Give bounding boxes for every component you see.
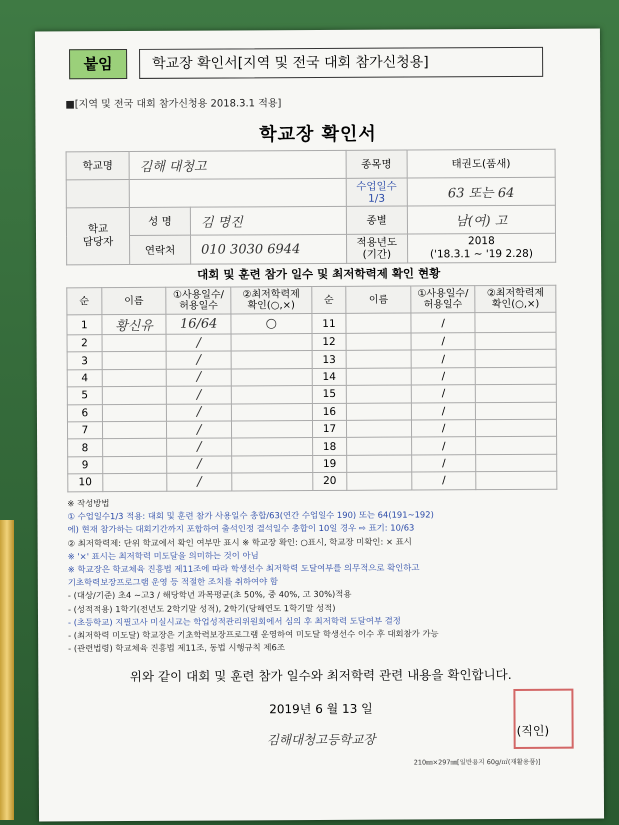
row-name [347,472,412,490]
event-value: 태권도(품새) [407,149,555,178]
row-name [102,386,167,404]
row-no: 15 [312,386,347,404]
row-no: 11 [311,313,346,333]
col-grade: ②최저학력제 확인(○,×) [231,287,312,314]
row-name [347,403,412,421]
row-name [102,456,167,474]
row-name [102,352,167,370]
row-grade [476,402,557,420]
row-name [347,368,412,386]
attachment-tag: 붙임 [69,49,127,79]
row-days: / [167,438,232,456]
row-grade [476,471,557,489]
col-grade-2: ②최저학력제 확인(○,×) [475,285,556,312]
note-line: - (성적적용) 1학기(전년도 2학기말 성적), 2학기(당해연도 1학기말 성적) [67,602,336,614]
row-days: 16/64 [166,314,231,334]
note-line: - (초등학교) 지필고사 미실시교는 학업성적관리위원회에서 심의 후 최저학력 도달여부 결정 [68,615,401,628]
header-title: 학교장 확인서[지역 및 전국 대회 참가신청용] [139,47,543,79]
row-grade [476,384,557,402]
row-days: / [167,456,232,474]
row-grade [231,368,312,386]
gold-frame-edge [0,520,14,820]
row-grade [232,455,313,473]
row-grade [232,438,313,456]
school-value: 김해 대청고 [129,150,346,179]
row-days: / [411,333,476,351]
official-seal [513,689,573,749]
date-text: 2019년 6 월 13 일 [269,701,373,717]
note-line: - (관련법령) 학교체육 진흥법 제11조, 동법 시행규칙 제6조 [68,642,285,654]
year-label: 적용년도 (기간) [346,234,407,263]
row-grade [231,386,312,404]
row-days: / [412,472,477,490]
row-no: 14 [312,368,347,386]
row-name [103,473,168,491]
note-line: ※ '×' 표시는 최저학력 미도달을 의미하는 것이 아님 [67,550,259,562]
event-label: 종목명 [346,150,407,178]
row-name [102,404,167,422]
row-grade [476,437,557,455]
note-line: ※ 학교장은 학교체육 진흥법 제11조에 따라 학생선수 최저학력 도달여부를 의무적으로 확인하고 [67,562,420,575]
row-no: 18 [312,438,347,456]
row-days: / [411,402,476,420]
row-days: / [167,404,232,422]
col-days-2: ①사용일수/ 허용일수 [411,286,476,313]
row-no: 7 [67,422,102,440]
note-line: - (최저학력 미도달) 학교장은 기초학력보장프로그램 운영하여 미도달 학생선수 이수 후 대회참가 가능 [68,628,439,641]
year-period: ('18.3.1 ~ '19 2.28) [429,247,533,261]
notes-heading: ※ 작성방법 [67,498,110,509]
name-value: 김 명진 [190,206,346,235]
row-grade [476,454,557,472]
school-signature: 김해대청고등학교장 [266,731,376,748]
staff-label: 학교 담당자 [66,207,129,264]
row-days: / [411,420,476,438]
row-days: / [166,351,231,369]
row-days: / [411,350,476,368]
row-name [346,350,411,368]
info-table [66,149,557,266]
table-row [67,312,556,335]
row-no: 19 [312,455,347,473]
row-days: / [411,437,476,455]
row-grade [232,473,313,491]
row-name [346,313,411,333]
row-grade [232,420,313,438]
row-no: 1 [67,315,102,335]
row-name [347,385,412,403]
table-body [67,312,557,491]
year-value: 2018 [467,235,495,248]
row-no: 8 [68,439,103,457]
school-label: 학교명 [66,151,129,179]
row-name [102,421,167,439]
document-title: 학교장 확인서 [259,123,377,146]
row-no: 4 [67,369,102,387]
header-row [69,47,549,80]
row-no: 9 [68,456,103,474]
footer-note: 210㎜×297㎜[일반용지 60g/㎡(재활용품)] [413,757,541,767]
row-days: / [411,385,476,403]
row-days: / [166,334,231,352]
row-no: 6 [67,404,102,422]
row-name [102,439,167,457]
gender-value: 남(여) 고 [407,205,555,234]
row-no: 12 [312,333,347,351]
row-no: 20 [312,472,347,490]
row-grade: ○ [231,314,312,334]
participation-table [66,285,557,492]
row-name [347,420,412,438]
subtitle: ■[지역 및 전국 대회 참가신청용 2018.3.1 적용] [65,98,282,111]
row-grade [231,403,312,421]
row-no: 2 [67,335,102,353]
col-no-2: 순 [311,286,346,313]
row-name [102,369,167,387]
seal-label: (직인) [516,723,550,738]
notes [67,495,568,656]
name-label: 성 명 [129,207,190,235]
row-no: 16 [312,403,347,421]
note-line: - (대상/기준) 초4 ~고3 / 해당학년 과목평균(초 50%, 중 40%, 고 30%)적용 [67,589,352,601]
row-no: 3 [67,352,102,370]
row-name: 황신유 [102,314,167,334]
note-line: 에) 현재 참가하는 대회기간까지 포함하여 출석인정 결석일수 총합이 10일 경우 ⇨ 표기: 10/63 [67,522,415,535]
col-name: 이름 [102,287,167,314]
row-no: 5 [67,387,102,405]
contact-value: 010 3030 6944 [191,234,347,264]
row-name [102,334,167,352]
row-grade [476,350,557,368]
row-name [346,333,411,351]
row-grade [475,332,556,350]
row-days: / [167,369,232,387]
contact-label: 연락처 [130,235,191,264]
row-no: 10 [68,474,103,492]
confirm-text: 위와 같이 대회 및 훈련 참가 일수와 최저학력 관련 내용을 확인합니다. [129,666,512,684]
row-no: 13 [312,351,347,369]
note-line: ② 최저학력제: 단위 학교에서 확인 여부만 표시 ※ 학교장 확인: ○표시, 학교장 미확인: × 표시 [67,536,412,548]
note-line: 기초학력보장프로그램 운영 등 적절한 조치를 취하여야 함 [67,576,278,588]
row-days: / [411,313,476,333]
col-no: 순 [67,288,102,315]
year-cell [407,233,555,263]
row-days: / [411,367,476,385]
row-name [347,437,412,455]
row-days: / [412,454,477,472]
days-label: 수업일수 1/3 [346,178,407,206]
row-no: 17 [312,420,347,438]
section-title: 대회 및 훈련 참가 일수 및 최저학력제 확인 현황 [197,266,441,282]
row-name [347,455,412,473]
gender-label: 종별 [346,206,407,234]
row-days: / [167,421,232,439]
col-name-2: 이름 [346,286,411,313]
row-grade [476,367,557,385]
table-row [68,471,557,491]
document-paper [35,29,604,822]
days-value: 63 또는 64 [407,177,555,206]
row-days: / [167,473,232,491]
row-grade [231,334,312,352]
col-days: ①사용일수/ 허용일수 [166,287,231,314]
note-line: ① 수업일수1/3 적용: 대회 및 훈련 참가 사용일수 총합/63(연간 수업일수 190) 또는 64(191~192) [67,509,434,522]
row-grade [231,351,312,369]
row-grade [476,419,557,437]
row-days: / [167,386,232,404]
row-grade [475,312,556,332]
